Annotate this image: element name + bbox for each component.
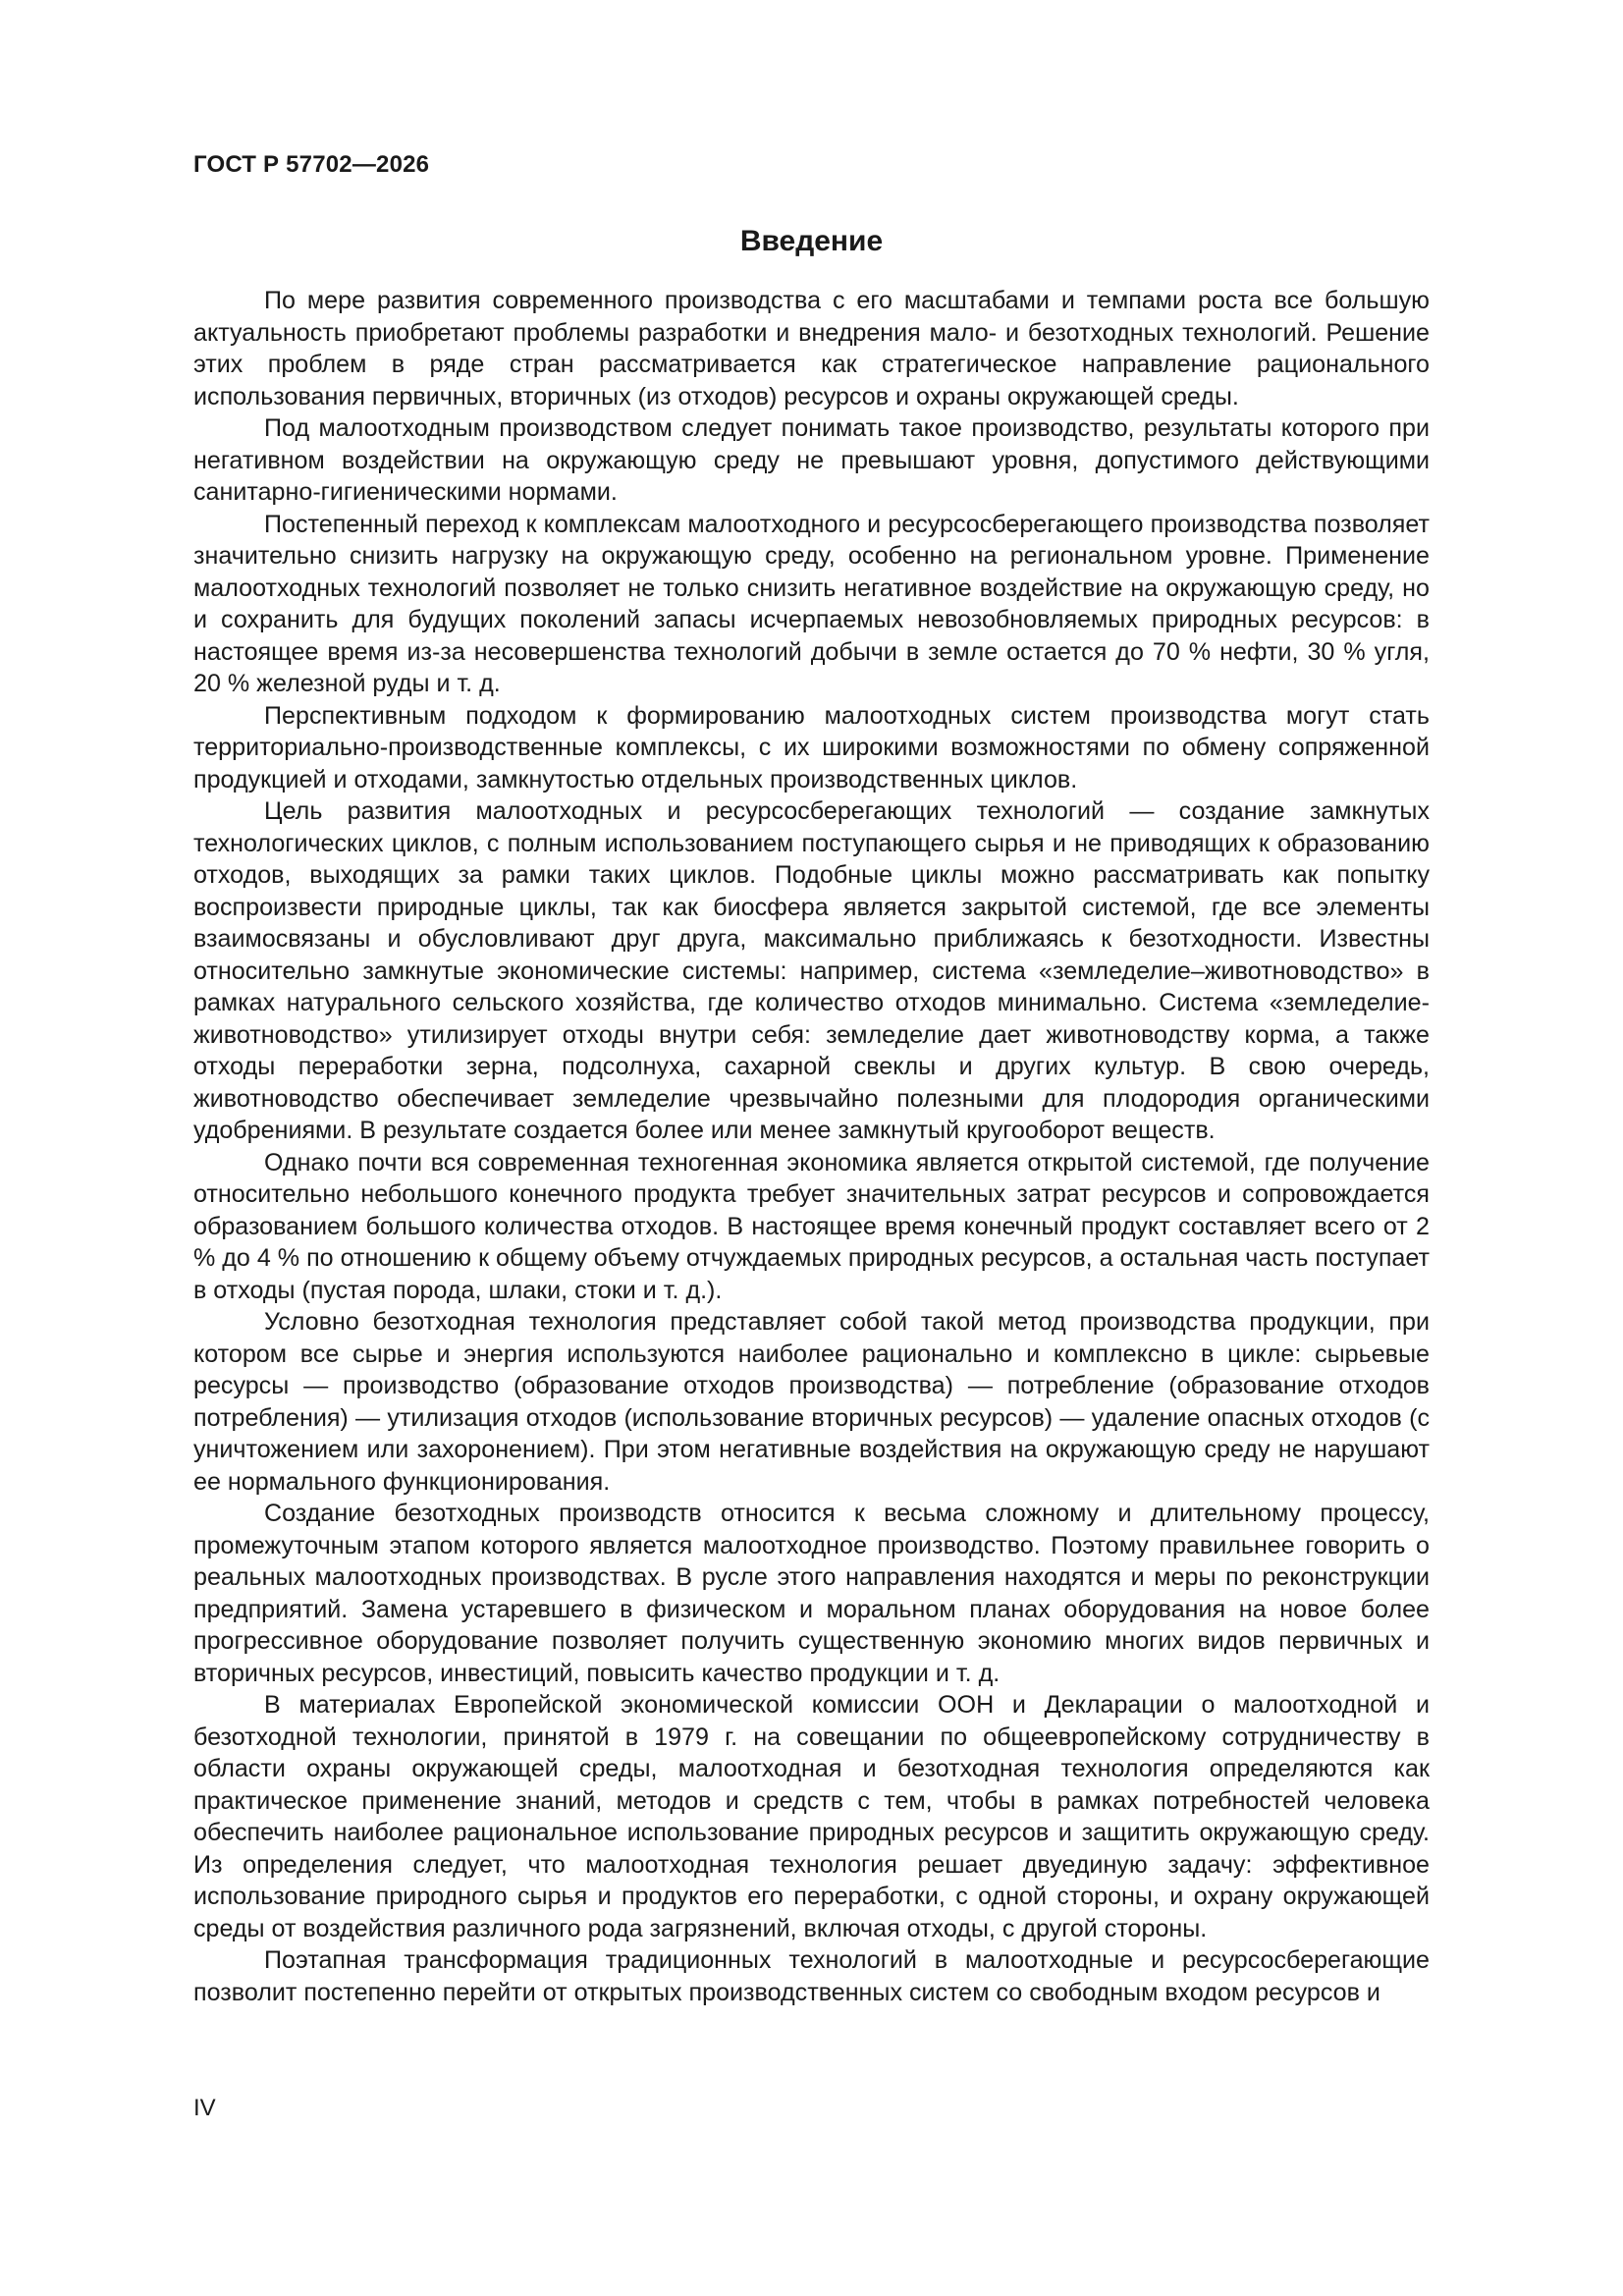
- paragraph: Цель развития малоотходных и ресурсосберегающих технологий — создание замкнутых технологических циклов, с полным использованием поступающего сырья и не приводящих к образованию отходов, выходящих за рамки таких циклов. Подобные циклы можно рассматривать как попытку воспроизвести природные циклы, так как биосфера является закрытой системой, где все элементы взаимосвязаны и обусловливают друг друга, максимально приближаясь к безотходности. Известны относительно замкнутые экономические системы: например, система «земледелие–животноводство» в рамках натурального сельского хозяйства, где количество отходов минимально. Система «земледелие-животноводство» утилизирует отходы внутри себя: земледелие дает животноводству корма, а также отходы переработки зерна, подсолнуха, сахарной свеклы и других культур. В свою очередь, животноводство обеспечивает земледелие чрезвычайно полезными для плодородия органическими удобрениями. В результате создается более или менее замкнутый кругооборот веществ.: [193, 797, 1430, 1144]
- paragraph: Перспективным подходом к формированию малоотходных систем производства могут стать территориально-производственные комплексы, с их широкими возможностями по обмену сопряженной продукцией и отходами, замкнутостью отдельных производственных циклов.: [193, 701, 1430, 793]
- paragraph: Поэтапная трансформация традиционных технологий в малоотходные и ресурсосберегающие позволит постепенно перейти от открытых производственных систем со свободным входом ресурсов и: [193, 1946, 1430, 2006]
- paragraph: Однако почти вся современная техногенная экономика является открытой системой, где получение относительно небольшого конечного продукта требует значительных затрат ресурсов и сопровождается образованием большого количества отходов. В настоящее время конечный продукт составляет всего от 2 % до 4 % по отношению к общему объему отчуждаемых природных ресурсов, а остальная часть поступает в отходы (пустая порода, шлаки, стоки и т. д.).: [193, 1148, 1430, 1304]
- paragraph: Создание безотходных производств относится к весьма сложному и длительному процессу, промежуточным этапом которого является малоотходное производство. Поэтому правильнее говорить о реальных малоотходных производствах. В русле этого направления находятся и меры по реконструкции предприятий. Замена устаревшего в физическом и моральном планах оборудования на новое более прогрессивное оборудование позволяет получить существенную экономию многих видов первичных и вторичных ресурсов, инвестиций, повысить качество продукции и т. д.: [193, 1500, 1430, 1687]
- document-header-code: ГОСТ Р 57702—2026: [193, 151, 430, 178]
- paragraph: Условно безотходная технология представляет собой такой метод производства продукции, при котором все сырье и энергия используются наиболее рационально и комплексно в цикле: сырьевые ресурсы — производство (образование отходов производства) — потребление (образование отходов потребления) — утилизация отходов (использование вторичных ресурсов) — удаление опасных отходов (с уничтожением или захоронением). При этом негативные воздействия на окружающую среду не нарушают ее нормального функционирования.: [193, 1308, 1430, 1496]
- section-title: Введение: [739, 225, 884, 257]
- paragraph: По мере развития современного производства с его масштабами и темпами роста все большую актуальность приобретают проблемы разработки и внедрения мало- и безотходных технологий. Решение этих проблем в ряде стран рассматривается как стратегическое направление рационального использования первичных, вторичных (из отходов) ресурсов и охраны окружающей среды.: [193, 287, 1430, 410]
- paragraph: Под малоотходным производством следует понимать такое производство, результаты которого при негативном воздействии на окружающую среду не превышают уровня, допустимого действующими санитарно-гигиеническими нормами.: [193, 414, 1430, 506]
- paragraph: В материалах Европейской экономической комиссии ООН и Декларации о малоотходной и безотходной технологии, принятой в 1979 г. на совещании по общеевропейскому сотрудничеству в области охраны окружающей среды, малоотходная и безотходная технология определяются как практическое применение знаний, методов и средств с тем, чтобы в рамках потребностей человека обеспечить наиболее рациональное использование природных ресурсов и защитить окружающую среду. Из определения следует, что малоотходная технология решает двуединую задачу: эффективное использование природного сырья и продуктов его переработки, с одной стороны, и охрану окружающей среды от воздействия различного рода загрязнений, включая отходы, с другой стороны.: [193, 1691, 1430, 1942]
- page-number: IV: [193, 2095, 216, 2121]
- paragraph: Постепенный переход к комплексам малоотходного и ресурсосберегающего производства позволяет значительно снизить нагрузку на окружающую среду, особенно на региональном уровне. Применение малоотходных технологий позволяет не только снизить негативное воздействие на окружающую среду, но и сохранить для будущих поколений запасы исчерпаемых невозобновляемых природных ресурсов: в настоящее время из-за несовершенства технологий добычи в земле остается до 70 % нефти, 30 % угля, 20 % железной руды и т. д.: [193, 510, 1430, 697]
- body-text: [193, 285, 1430, 2008]
